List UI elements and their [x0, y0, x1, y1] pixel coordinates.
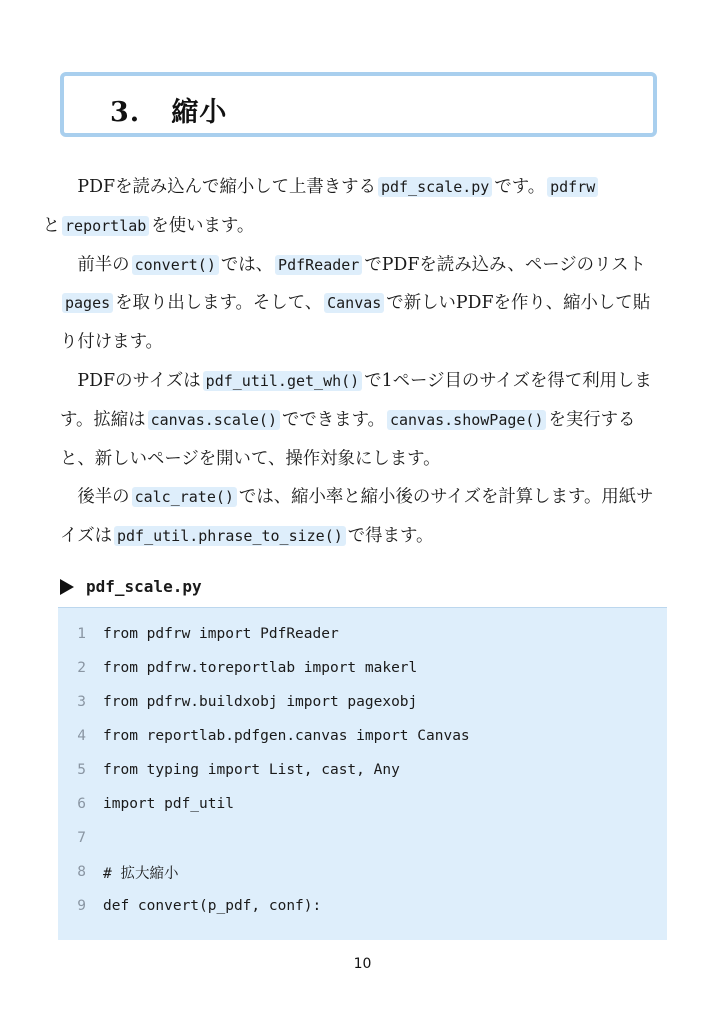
inline-code: PdfReader — [275, 255, 362, 275]
code-text: from pdfrw.buildxobj import pagexobj — [103, 694, 418, 710]
inline-code: convert() — [132, 255, 219, 275]
code-text: from typing import List, cast, Any — [103, 762, 400, 778]
triangle-right-icon — [60, 579, 74, 595]
paragraph-4 — [60, 478, 666, 556]
line-number: 8 — [77, 864, 86, 880]
section-heading-box — [60, 72, 657, 137]
inline-code: Canvas — [324, 293, 384, 313]
line-number: 2 — [77, 660, 86, 676]
page-number: 10 — [353, 956, 372, 972]
paragraph-2 — [60, 246, 666, 362]
inline-code: pages — [62, 293, 113, 313]
inline-code: pdf_util.get_wh() — [203, 371, 363, 391]
inline-code: pdf_util.phrase_to_size() — [114, 526, 346, 546]
line-number: 7 — [77, 830, 86, 846]
code-line — [58, 896, 321, 916]
listing-title — [60, 577, 202, 596]
inline-code: pdf_scale.py — [378, 177, 492, 197]
code-line — [58, 692, 417, 712]
text-run: を取り出します。そして、 — [115, 293, 323, 314]
code-line — [58, 624, 339, 644]
line-number: 3 — [77, 694, 86, 710]
text-run: 後半の — [77, 487, 130, 508]
code-text: # 拡大縮小 — [103, 865, 179, 882]
text-run: では、 — [220, 254, 274, 275]
text-run: です。 — [494, 177, 546, 197]
inline-code: calc_rate() — [132, 487, 237, 507]
inline-code: pdfrw — [547, 177, 598, 197]
line-number: 1 — [77, 626, 86, 642]
text-run: 前半の — [77, 254, 130, 275]
text-run: で新しいPDFを作り、縮小して貼り付けます。 — [60, 293, 651, 353]
section-heading — [110, 90, 227, 129]
text-run: で得ます。 — [347, 526, 434, 547]
text-run: を実行すると、新しいページを開いて、操作対象にします。 — [60, 409, 636, 469]
section-title: 縮小 — [171, 97, 228, 128]
body-text — [42, 168, 666, 556]
text-run: でできます。 — [282, 409, 385, 430]
code-line — [58, 828, 103, 848]
code-text: from pdfrw.toreportlab import makerl — [103, 660, 418, 676]
inline-code: canvas.showPage() — [387, 410, 547, 430]
text-run: で1ページ目のサイズを得て利用します。拡縮は — [60, 370, 652, 430]
text-run: PDFのサイズは — [77, 370, 201, 391]
code-text: import pdf_util — [103, 796, 234, 812]
code-text: from reportlab.pdfgen.canvas import Canvas — [103, 728, 470, 744]
inline-code: reportlab — [62, 216, 149, 236]
text-run: でPDFを読み込み、ページのリスト — [364, 254, 646, 275]
text-run: と — [42, 215, 61, 236]
code-text: def convert(p_pdf, conf): — [103, 898, 322, 914]
line-number: 5 — [77, 762, 86, 778]
code-line — [58, 760, 400, 780]
section-number: 3. — [110, 97, 141, 128]
text-run: では、縮小率と縮小後のサイズを計算します。用紙サイズは — [60, 487, 654, 547]
code-line — [58, 794, 234, 814]
code-text: from pdfrw import PdfReader — [103, 626, 339, 642]
listing-filename: pdf_scale.py — [86, 577, 202, 596]
code-line — [58, 658, 417, 678]
paragraph-3 — [60, 362, 666, 478]
text-run: PDFを読み込んで縮小して上書きする — [77, 177, 376, 197]
line-number: 9 — [77, 898, 86, 914]
line-number: 6 — [77, 796, 86, 812]
code-line — [58, 726, 470, 746]
inline-code: canvas.scale() — [148, 410, 280, 430]
code-listing — [58, 607, 667, 940]
paragraph-1 — [42, 168, 666, 246]
line-number: 4 — [77, 728, 86, 744]
code-line — [58, 862, 178, 882]
text-run: を使います。 — [151, 215, 255, 236]
